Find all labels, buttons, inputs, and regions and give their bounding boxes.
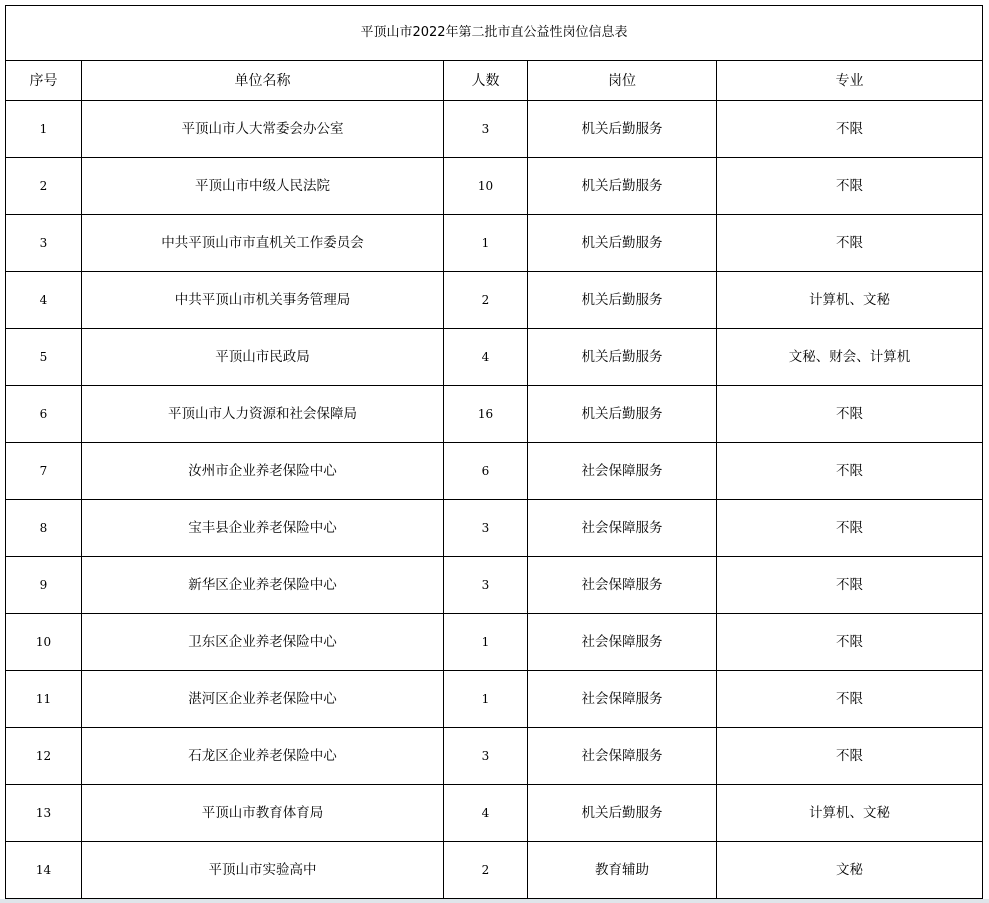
header-headcount: 人数 xyxy=(444,61,528,101)
row-headcount: 10 xyxy=(444,158,528,215)
row-major: 文秘 xyxy=(717,842,983,899)
row-position: 机关后勤服务 xyxy=(528,386,717,443)
row-position: 社会保障服务 xyxy=(528,557,717,614)
row-major: 不限 xyxy=(717,215,983,272)
row-headcount: 2 xyxy=(444,842,528,899)
header-position: 岗位 xyxy=(528,61,717,101)
row-unit-name: 石龙区企业养老保险中心 xyxy=(82,728,444,785)
row-unit-name: 宝丰县企业养老保险中心 xyxy=(82,500,444,557)
row-major: 不限 xyxy=(717,101,983,158)
row-unit-name: 新华区企业养老保险中心 xyxy=(82,557,444,614)
row-major: 文秘、财会、计算机 xyxy=(717,329,983,386)
row-unit-name: 汝州市企业养老保险中心 xyxy=(82,443,444,500)
row-index: 4 xyxy=(6,272,82,329)
table-row xyxy=(6,386,983,443)
row-index: 10 xyxy=(6,614,82,671)
table-row xyxy=(6,614,983,671)
table-row xyxy=(6,671,983,728)
table-row xyxy=(6,728,983,785)
row-unit-name: 平顶山市人力资源和社会保障局 xyxy=(82,386,444,443)
row-index: 2 xyxy=(6,158,82,215)
row-index: 14 xyxy=(6,842,82,899)
row-position: 教育辅助 xyxy=(528,842,717,899)
row-position: 社会保障服务 xyxy=(528,443,717,500)
row-position: 机关后勤服务 xyxy=(528,272,717,329)
position-info-table xyxy=(5,5,983,899)
table-row xyxy=(6,329,983,386)
table-row xyxy=(6,557,983,614)
row-index: 8 xyxy=(6,500,82,557)
table-row xyxy=(6,158,983,215)
header-major: 专业 xyxy=(717,61,983,101)
row-index: 5 xyxy=(6,329,82,386)
row-headcount: 1 xyxy=(444,614,528,671)
header-unit-name: 单位名称 xyxy=(82,61,444,101)
row-major: 计算机、文秘 xyxy=(717,272,983,329)
row-index: 11 xyxy=(6,671,82,728)
table-row xyxy=(6,443,983,500)
title-row xyxy=(6,6,983,61)
table-title: 平顶山市2022年第二批市直公益性岗位信息表 xyxy=(6,6,983,61)
row-headcount: 4 xyxy=(444,329,528,386)
row-headcount: 3 xyxy=(444,728,528,785)
table-row xyxy=(6,842,983,899)
row-position: 社会保障服务 xyxy=(528,671,717,728)
table-row xyxy=(6,272,983,329)
row-headcount: 1 xyxy=(444,671,528,728)
viewport-bottom-edge xyxy=(0,899,989,903)
row-headcount: 3 xyxy=(444,557,528,614)
table-row xyxy=(6,785,983,842)
row-index: 13 xyxy=(6,785,82,842)
row-major: 不限 xyxy=(717,386,983,443)
row-position: 社会保障服务 xyxy=(528,728,717,785)
row-position: 机关后勤服务 xyxy=(528,785,717,842)
row-position: 机关后勤服务 xyxy=(528,329,717,386)
row-unit-name: 平顶山市教育体育局 xyxy=(82,785,444,842)
row-unit-name: 平顶山市人大常委会办公室 xyxy=(82,101,444,158)
row-index: 9 xyxy=(6,557,82,614)
row-unit-name: 中共平顶山市市直机关工作委员会 xyxy=(82,215,444,272)
row-position: 社会保障服务 xyxy=(528,500,717,557)
row-headcount: 3 xyxy=(444,101,528,158)
row-major: 计算机、文秘 xyxy=(717,785,983,842)
row-major: 不限 xyxy=(717,500,983,557)
row-major: 不限 xyxy=(717,671,983,728)
row-headcount: 4 xyxy=(444,785,528,842)
row-unit-name: 卫东区企业养老保险中心 xyxy=(82,614,444,671)
row-position: 机关后勤服务 xyxy=(528,215,717,272)
row-unit-name: 平顶山市实验高中 xyxy=(82,842,444,899)
row-headcount: 6 xyxy=(444,443,528,500)
row-index: 12 xyxy=(6,728,82,785)
header-index: 序号 xyxy=(6,61,82,101)
row-unit-name: 中共平顶山市机关事务管理局 xyxy=(82,272,444,329)
row-major: 不限 xyxy=(717,728,983,785)
row-position: 社会保障服务 xyxy=(528,614,717,671)
row-major: 不限 xyxy=(717,158,983,215)
row-position: 机关后勤服务 xyxy=(528,101,717,158)
row-major: 不限 xyxy=(717,614,983,671)
row-headcount: 1 xyxy=(444,215,528,272)
header-row xyxy=(6,61,983,101)
row-headcount: 16 xyxy=(444,386,528,443)
row-major: 不限 xyxy=(717,443,983,500)
row-index: 1 xyxy=(6,101,82,158)
row-index: 3 xyxy=(6,215,82,272)
row-index: 7 xyxy=(6,443,82,500)
table-row xyxy=(6,215,983,272)
row-unit-name: 湛河区企业养老保险中心 xyxy=(82,671,444,728)
row-unit-name: 平顶山市民政局 xyxy=(82,329,444,386)
row-position: 机关后勤服务 xyxy=(528,158,717,215)
row-headcount: 2 xyxy=(444,272,528,329)
row-unit-name: 平顶山市中级人民法院 xyxy=(82,158,444,215)
table-row xyxy=(6,500,983,557)
row-major: 不限 xyxy=(717,557,983,614)
row-index: 6 xyxy=(6,386,82,443)
document-sheet xyxy=(5,5,983,899)
row-headcount: 3 xyxy=(444,500,528,557)
table-row xyxy=(6,101,983,158)
